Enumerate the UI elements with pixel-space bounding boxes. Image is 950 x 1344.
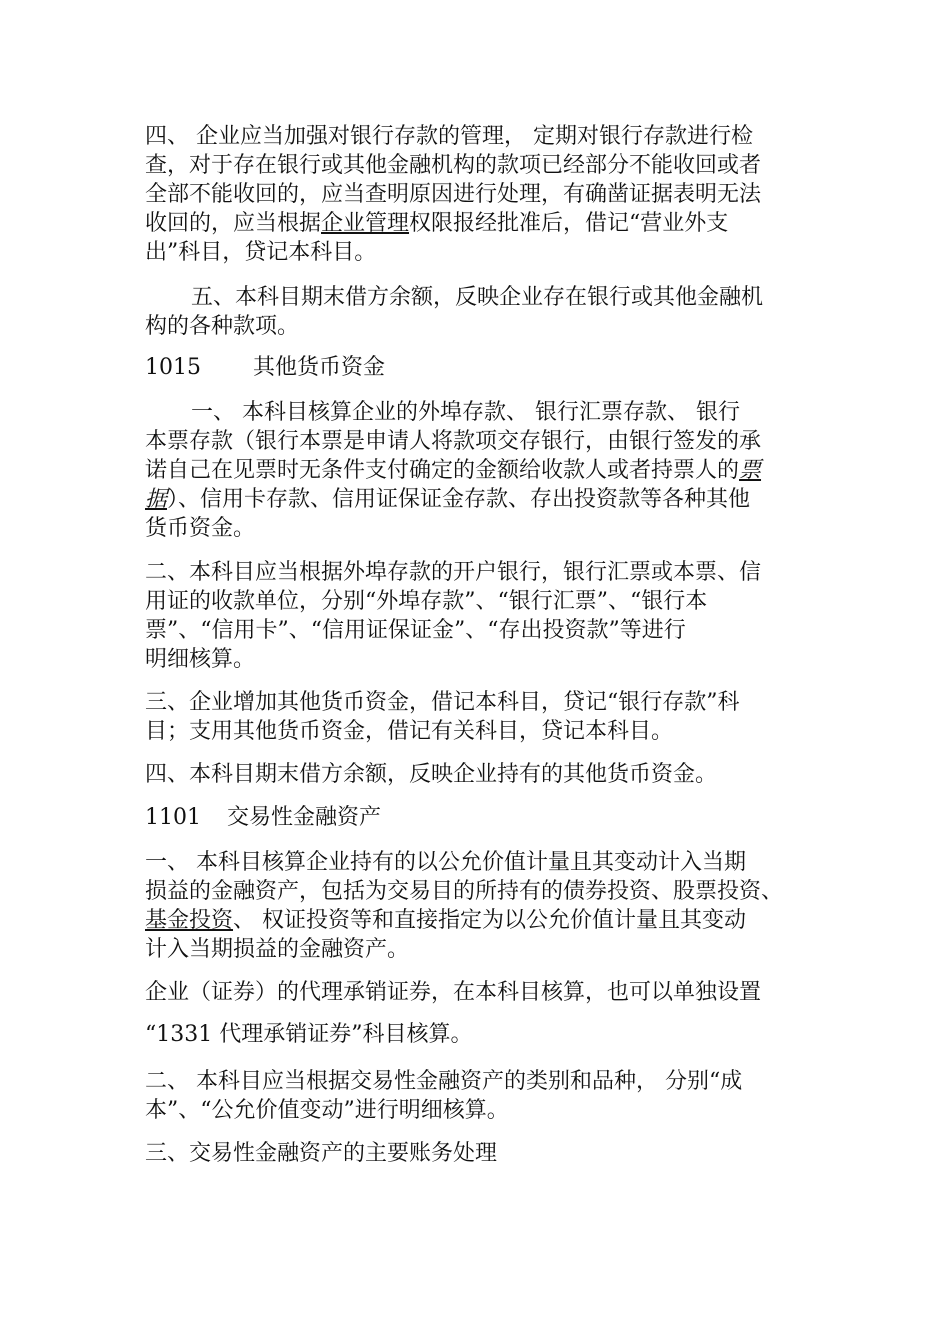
paragraph-detail-accounting (145, 558, 810, 674)
text-run: 权限报经批准后，借记“营业外支 (409, 211, 729, 236)
text-line: 二、本科目应当根据外埠存款的开户银行，银行汇票或本票、信 (145, 560, 762, 585)
account-heading-1015 (145, 353, 810, 382)
paragraph-increase-funds (145, 688, 810, 746)
text-line (145, 456, 810, 485)
text-line: 明细核算。 (145, 647, 256, 672)
paragraph-period-end-other-funds (145, 760, 810, 789)
paragraph-bank-deposit-management (145, 122, 810, 267)
text-line (145, 485, 810, 514)
account-heading-1101 (145, 803, 810, 832)
text-line: 五、本科目期末借方余额，反映企业存在银行或其他金融机 (191, 285, 764, 310)
link-fund-investment[interactable]: 基金投资 (145, 908, 234, 933)
text-line: 四、 企业应当加强对银行存款的管理， 定期对银行存款进行检 (145, 124, 753, 149)
text-line: 企业（证券）的代理承销证券，在本科目核算，也可以单独设置 (145, 980, 762, 1005)
text-line: 三、企业增加其他货币资金，借记本科目，贷记“银行存款”科 (145, 690, 740, 715)
text-line: 票”、“信用卡”、“信用证保证金”、“存出投资款”等进行 (145, 618, 686, 643)
paragraph-underwriting-securities (145, 978, 810, 1007)
text-line: 二、 本科目应当根据交易性金融资产的类别和品种， 分别“成 (145, 1069, 743, 1094)
text-run: 收回的，应当根据 (145, 211, 322, 236)
text-run: 诺自己在见票时无条件支付确定的金额给收款人或者持票人的 (145, 458, 740, 483)
account-title: 其他货币资金 (253, 355, 386, 380)
account-code: 1015 (145, 355, 201, 380)
text-line (145, 906, 810, 935)
heading-line (145, 803, 810, 832)
paragraph-detail-by-category (145, 1067, 810, 1125)
link-enterprise-management[interactable]: 企业管理 (321, 211, 410, 236)
text-line: 构的各种款项。 (145, 314, 300, 339)
text-line: 损益的金融资产，包括为交易目的所持有的债券投资、股票投资、 (145, 879, 784, 904)
text-run: 、 权证投资等和直接指定为以公允价值计量且其变动 (233, 908, 747, 933)
paragraph-account-1331 (145, 1020, 810, 1049)
text-line: 一、 本科目核算企业的外埠存款、 银行汇票存款、 银行 (191, 400, 740, 425)
account-code: 1101 (145, 805, 201, 830)
link-bill[interactable]: 票 (739, 458, 762, 483)
text-line: 四、本科目期末借方余额，反映企业持有的其他货币资金。 (145, 762, 718, 787)
text-line (145, 209, 810, 238)
text-line: 货币资金。 (145, 516, 256, 541)
text-line: 三、交易性金融资产的主要账务处理 (145, 1141, 498, 1166)
text-line: 查，对于存在银行或其他金融机构的款项已经部分不能收回或者 (145, 153, 762, 178)
paragraph-other-monetary-funds-scope (145, 398, 810, 543)
text-line: 本票存款（银行本票是申请人将款项交存银行，由银行签发的承 (145, 429, 762, 454)
text-line: 本”、“公允价值变动”进行明细核算。 (145, 1098, 509, 1123)
link-bill[interactable]: 据 (145, 487, 168, 512)
account-title: 交易性金融资产 (227, 805, 382, 830)
paragraph-trading-financial-assets-scope (145, 848, 810, 964)
text-line: 全部不能收回的，应当查明原因进行处理，有确凿证据表明无法 (145, 182, 762, 207)
text-run: ）、信用卡存款、信用证保证金存款、存出投资款等各种其他 (167, 487, 751, 512)
text-line: 计入当期损益的金融资产。 (145, 937, 410, 962)
heading-line (145, 353, 810, 382)
text-line: 用证的收款单位，分别“外埠存款”、“银行汇票”、“银行本 (145, 589, 708, 614)
text-line: 目；支用其他货币资金，借记有关科目，贷记本科目。 (145, 719, 674, 744)
text-line: 出”科目，贷记本科目。 (145, 240, 377, 265)
paragraph-main-accounting-treatment (145, 1139, 810, 1168)
text-line: “1331 代理承销证券”科目核算。 (145, 1022, 473, 1047)
text-line: 一、 本科目核算企业持有的以公允价值计量且其变动计入当期 (145, 850, 746, 875)
paragraph-period-end-balance (145, 283, 810, 341)
